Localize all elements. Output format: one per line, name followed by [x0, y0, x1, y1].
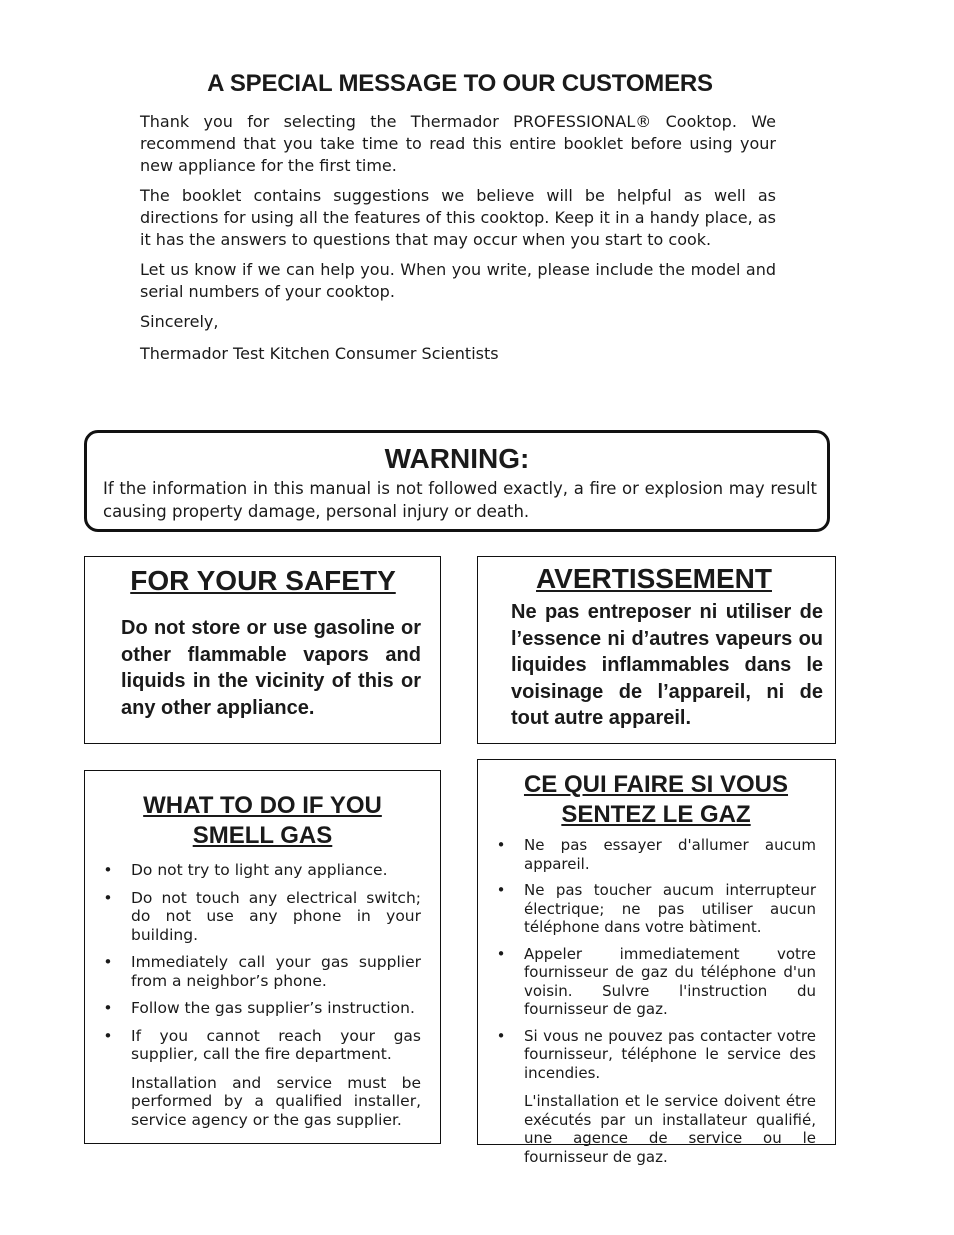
smell-gas-box — [84, 770, 441, 1144]
intro-paragraph: Thank you for selecting the Thermador PROFESSIONAL® Cooktop. We recommend that you take time to read this entire booklet before using your new appliance for the first time. — [140, 112, 776, 175]
avertissement-box — [477, 556, 836, 744]
avertissement-title: AVERTISSEMENT — [536, 563, 772, 594]
bullet-icon: • — [103, 999, 113, 1017]
warning-title: WARNING: — [384, 443, 530, 474]
safety-text: Do not store or use gasoline or other flammable vapors and liquids in the vicinity of this or any other appliance. — [121, 617, 421, 719]
safety-box — [84, 556, 441, 744]
smell-gas-title: WHAT TO DO IF YOU SMELL GAS — [143, 792, 382, 849]
bullet-icon: • — [496, 944, 506, 963]
bullet-icon: • — [496, 881, 506, 899]
bullet-icon: • — [103, 953, 113, 971]
smell-gas-list — [103, 861, 421, 1129]
page-title: A SPECIAL MESSAGE TO OUR CUSTOMERS — [207, 70, 713, 97]
bullet-icon: • — [496, 1026, 506, 1045]
warning-text: If the information in this manual is not followed exactly, a fire or explosion may result causing property damage, personal injury or death. — [103, 479, 817, 521]
safety-title: FOR YOUR SAFETY — [130, 565, 396, 596]
list-item: • Immediately call your gas supplier from a neighbor’s phone. — [103, 953, 421, 990]
avertissement-text: Ne pas entreposer ni utiliser de l’essence ni d’autres vapeurs ou liquides inflammables dans le voisinage de l’appareil, ni de tout autre appareil. — [511, 601, 823, 729]
list-item: • Ne pas toucher aucum interrupteur électrique; ne pas utiliser aucun téléphone dans votre bàtiment. — [496, 881, 816, 936]
list-item: • Do not touch any electrical switch; do not use any phone in your building. — [103, 888, 421, 944]
list-item: • Si vous ne pouvez pas contacter votre fournisseur, téléphone le service des incendies. — [496, 1026, 816, 1082]
list-item: • Appeler immediatement votre fournisseur de gaz du téléphone d'un voisin. Sulvre l'instruction du fournisseur de gaz. — [496, 944, 816, 1018]
sentez-gaz-title: CE QUI FAIRE SI VOUS SENTEZ LE GAZ — [523, 771, 789, 828]
warning-box — [84, 430, 830, 532]
installation-note: L'installation et le service doivent étre exécutés par un installateur qualifié, une agence de service ou le fournisseur de gaz. — [524, 1092, 816, 1166]
list-item: • Follow the gas supplier’s instruction. — [103, 999, 415, 1017]
intro-paragraph: Let us know if we can help you. When you write, please include the model and serial numbers of your cooktop. — [140, 260, 776, 301]
bullet-icon: • — [103, 1026, 113, 1045]
list-item: • Ne pas essayer d'allumer aucum appareil. — [496, 836, 816, 873]
sentez-gaz-box — [477, 759, 836, 1166]
closing-salutation: Sincerely, — [140, 312, 219, 331]
intro-paragraph: The booklet contains suggestions we believe will be helpful as well as directions for using all the features of this cooktop. Keep it in a handy place, as it has the answers to questions that may occur when you start to cook. — [140, 186, 776, 249]
bullet-icon: • — [103, 861, 113, 879]
installation-note: Installation and service must be performed by a qualified installer, service agency or the gas supplier. — [131, 1073, 421, 1129]
sentez-gaz-list — [496, 836, 816, 1166]
bullet-icon: • — [496, 836, 506, 854]
bullet-icon: • — [103, 888, 113, 907]
signature-line: Thermador Test Kitchen Consumer Scientists — [140, 344, 499, 363]
list-item: • Do not try to light any appliance. — [103, 861, 388, 879]
list-item: • If you cannot reach your gas supplier, call the fire department. — [103, 1026, 421, 1063]
